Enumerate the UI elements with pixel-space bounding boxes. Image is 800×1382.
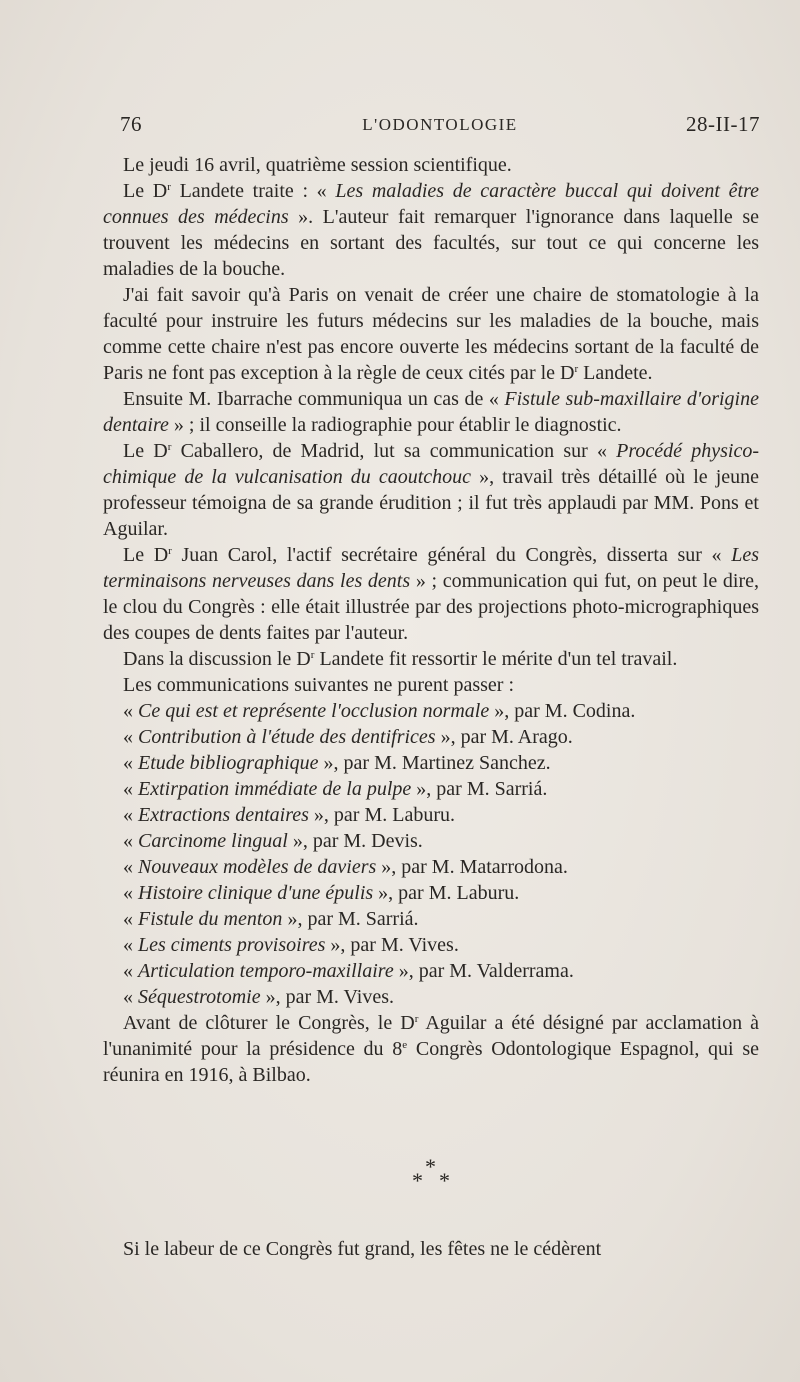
communication-title: Contribution à l'étude des dentifrices (138, 726, 436, 748)
page-number: 76 (120, 112, 142, 136)
communication-author: par M. Laburu. (398, 882, 520, 904)
communication-item: « Histoire clinique d'une épulis », par M. Laburu. (123, 882, 520, 904)
paragraph-continued: Si le labeur de ce Congrès fut grand, les fêtes ne le cédèrent (123, 1238, 602, 1260)
communication-item: « Séquestrotomie », par M. Vives. (123, 986, 394, 1008)
communication-item: « Fistule du menton », par M. Sarriá. (123, 908, 419, 930)
communications-list (103, 698, 759, 1010)
communication-item: « Les ciments provisoires », par M. Vives. (123, 934, 459, 956)
communication-title: Etude bibliographique (138, 752, 319, 774)
section-separator (408, 1154, 458, 1194)
paragraph: Avant de clôturer le Congrès, le $D^r$ Aguilar a été désigné par acclamation à l'unanimité pour la présidence du 8e Congrès Odontologique Espagnol, qui se réunira en 1916, à Bilbao. (103, 1012, 759, 1086)
issue-date: 28-II-17 (686, 112, 760, 136)
asterisk: * (412, 1168, 423, 1193)
communication-item: « Articulation temporo-maxillaire », par M. Valderrama. (123, 960, 574, 982)
paragraph: Le $D^r$ Caballero, de Madrid, lut sa communication sur « Procédé physico-chimique de la vulcanisation du caoutchouc », travail très détaillé où le jeune professeur témoigna de sa grande érudition ; il fut très applaudi par MM. Pons et Aguilar. (103, 440, 760, 540)
communication-title: Articulation temporo-maxillaire (138, 960, 394, 982)
communication-author: par M. Sarriá. (436, 778, 548, 800)
communication-title: Ce qui est et représente l'occlusion normale (138, 700, 490, 722)
communication-author: par M. Devis. (312, 830, 423, 852)
communication-author: par M. Laburu. (333, 804, 455, 826)
running-header (120, 112, 760, 142)
communication-title: Séquestrotomie (138, 986, 261, 1008)
asterisk: * (439, 1168, 450, 1193)
paragraph: Les communications suivantes ne purent passer : (123, 674, 515, 696)
communication-author: par M. Arago. (460, 726, 573, 748)
paragraph: Ensuite M. Ibarrache communiqua un cas de « Fistule sub-maxillaire d'origine dentaire » ; il conseille la radiographie pour établir le diagnostic. (103, 388, 759, 436)
communication-title: Nouveaux modèles de daviers (138, 856, 377, 878)
communication-title: Fistule du menton (138, 908, 283, 930)
asterisk: * (425, 1154, 436, 1179)
communication-item: « Contribution à l'étude des dentifrices », par M. Arago. (123, 726, 573, 748)
communication-title: Extirpation immédiate de la pulpe (138, 778, 412, 800)
communication-author: par M. Sarriá. (307, 908, 419, 930)
communication-item: « Nouveaux modèles de daviers », par M. Matarrodona. (123, 856, 568, 878)
communication-title: Les ciments provisoires (138, 934, 326, 956)
journal-title: L'ODONTOLOGIE (362, 115, 518, 134)
article-body (103, 152, 759, 1088)
paragraph: Dans la discussion le $D^r$ Landete fit ressortir le mérite d'un tel travail. (123, 648, 678, 670)
communication-title: Histoire clinique d'une épulis (138, 882, 374, 904)
communication-author: par M. Valderrama. (418, 960, 574, 982)
communication-author: par M. Martinez Sanchez. (343, 752, 551, 774)
communication-title: Carcinome lingual (138, 830, 288, 852)
communication-item: « Ce qui est et représente l'occlusion normale », par M. Codina. (123, 700, 636, 722)
communication-title: Extractions dentaires (138, 804, 309, 826)
communication-item: « Carcinome lingual », par M. Devis. (123, 830, 423, 852)
paragraph: J'ai fait savoir qu'à Paris on venait de créer une chaire de stomatologie à la faculté pour instruire les futurs médecins sur les maladies de la bouche, mais comme cette chaire n'est pas encore ouverte les médecins sortant de la faculté de Paris ne font pas exception à la règle de ceux cités par le $D^r$ Landete. (103, 284, 759, 384)
communication-author: par M. Codina. (514, 700, 636, 722)
communication-author: par M. Vives. (350, 934, 459, 956)
communication-author: par M. Vives. (285, 986, 394, 1008)
communication-item: « Extirpation immédiate de la pulpe », par M. Sarriá. (123, 778, 548, 800)
paragraph: Le jeudi 16 avril, quatrième session scientifique. (123, 154, 512, 176)
communication-author: par M. Matarrodona. (401, 856, 568, 878)
paragraph: Le $D^r$ Juan Carol, l'actif secrétaire général du Congrès, disserta sur « Les terminaisons nerveuses dans les dents » ; communication qui fut, on peut le dire, le clou du Congrès : elle était illustrée par des projections photo-micrographiques des coupes de dents faites par l'auteur. (103, 544, 759, 644)
paragraph: Le $D^r$ Landete traite : « Les maladies de caractère buccal qui doivent être connues des médecins ». L'auteur fait remarquer l'ignorance dans laquelle se trouvent les médecins en sortant des facultés, sur tout ce qui concerne les maladies de la bouche. (103, 180, 760, 280)
communication-item: « Etude bibliographique », par M. Martinez Sanchez. (123, 752, 551, 774)
communication-item: « Extractions dentaires », par M. Laburu. (123, 804, 455, 826)
